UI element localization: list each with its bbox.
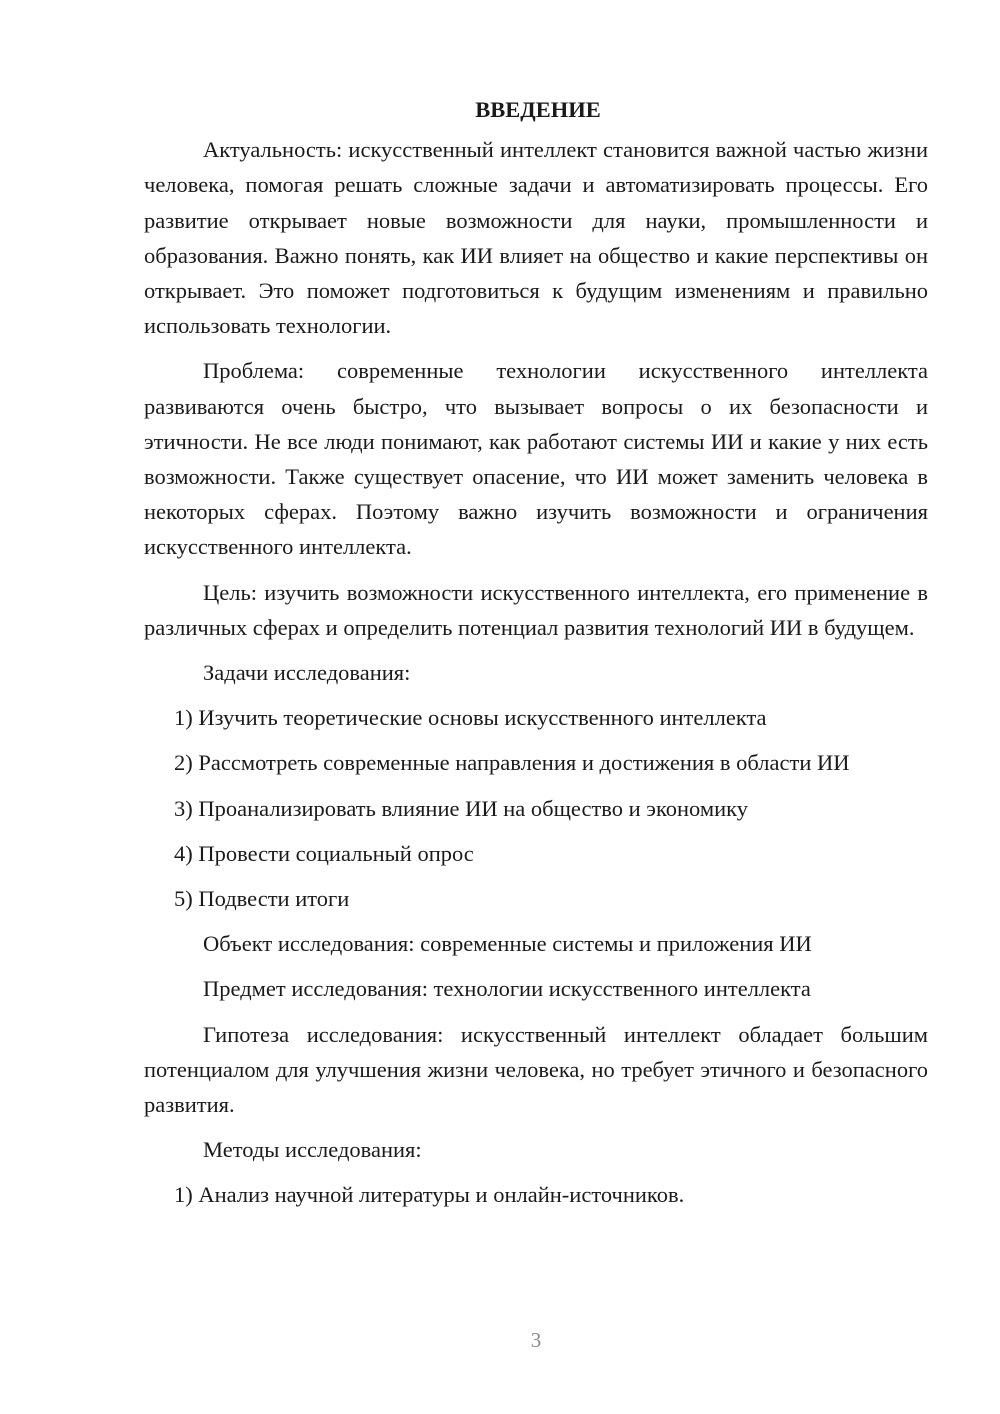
page-number: 3	[530, 1328, 542, 1352]
method-item: 1) Анализ научной литературы и онлайн-источников.	[174, 1182, 685, 1208]
tasks-heading: Задачи исследования:	[203, 660, 411, 686]
document-page	[144, 92, 928, 1223]
task-item: 3) Проанализировать влияние ИИ на общество и экономику	[174, 795, 748, 821]
methods-heading: Методы исследования:	[203, 1137, 422, 1163]
object-line: Объект исследования: современные системы и приложения ИИ	[203, 931, 812, 957]
task-item: 2) Рассмотреть современные направления и достижения в области ИИ	[174, 750, 850, 776]
relevance-paragraph: Актуальность: искусственный интеллект становится важной частью жизни человека, помогая решать сложные задачи и автоматизировать процессы. Его развитие открывает новые возможности для науки, промышленности и образования. Важно понять, как ИИ влияет на общество и какие перспективы он открывает. Это поможет подготовиться к будущим изменениям и правильно использовать технологии.	[144, 137, 928, 339]
goal-paragraph: Цель: изучить возможности искусственного интеллекта, его применение в различных сферах и определить потенциал развития технологий ИИ в будущем.	[144, 579, 928, 640]
document-title: ВВЕДЕНИЕ	[475, 97, 601, 122]
task-item: 1) Изучить теоретические основы искусственного интеллекта	[174, 705, 767, 731]
hypothesis-paragraph: Гипотеза исследования: искусственный интеллект обладает большим потенциалом для улучшения жизни человека, но требует этичного и безопасного развития.	[144, 1021, 928, 1118]
problem-paragraph: Проблема: современные технологии искусственного интеллекта развиваются очень быстро, что вызывает вопросы о их безопасности и этичности. Не все люди понимают, как работают системы ИИ и какие у них есть возможности. Также существует опасение, что ИИ может заменить человека в некоторых сферах. Поэтому важно изучить возможности и ограничения искусственного интеллекта.	[144, 358, 928, 560]
subject-line: Предмет исследования: технологии искусственного интеллекта	[203, 976, 811, 1002]
methods-list	[144, 1177, 928, 1212]
task-item: 4) Провести социальный опрос	[174, 840, 474, 866]
task-item: 5) Подвести итоги	[174, 886, 350, 912]
tasks-list	[144, 700, 928, 916]
